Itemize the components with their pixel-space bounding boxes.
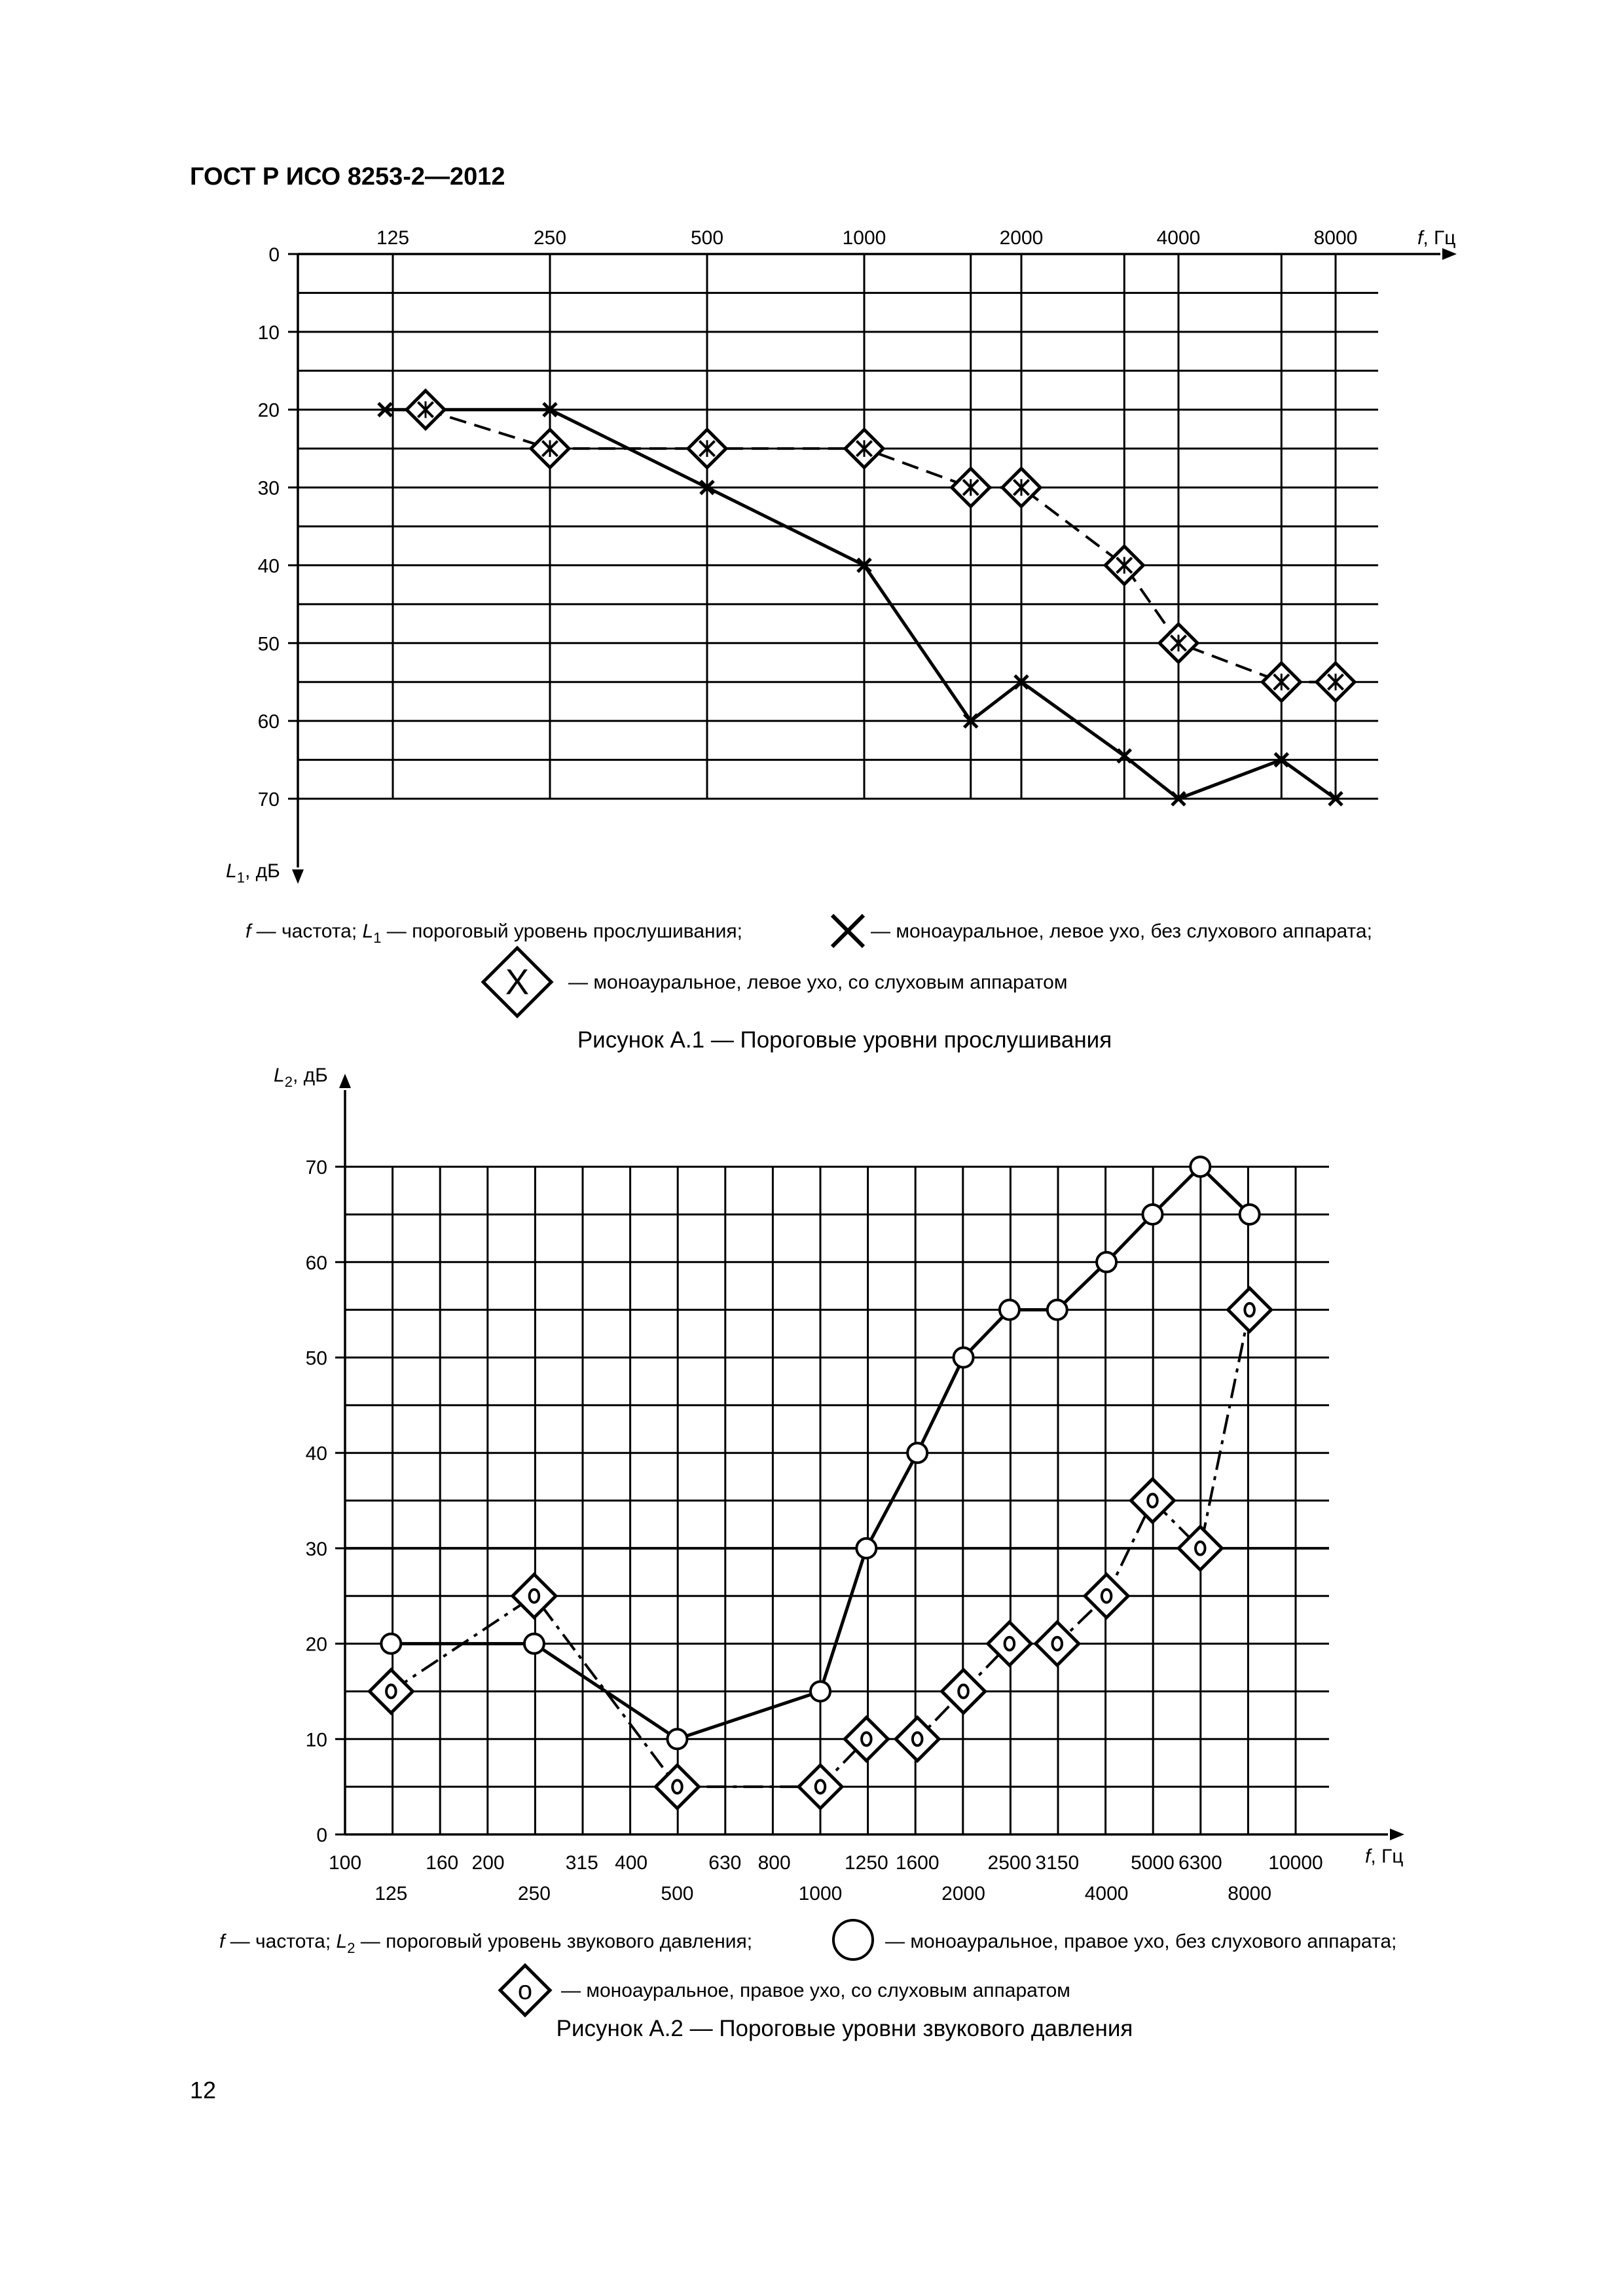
y-tick-label: 40 [257,555,280,577]
figure-a2-caption: Рисунок А.2 — Пороговые уровни звукового давления [556,2016,1133,2041]
point-with-aid [513,1575,556,1618]
point-without-aid [811,1681,830,1701]
point-without-aid [381,1634,401,1654]
x-tick-label-third-octave: 5000 [1131,1852,1175,1874]
legend-desc-f: — частота; [225,1931,337,1952]
point-with-aid [369,1669,412,1713]
marker-diamond-frame [1228,1288,1271,1332]
y-tick-label: 70 [257,789,280,811]
x-tick-label-octave: 500 [661,1883,694,1904]
point-with-aid [688,429,726,467]
x-tick-label: 250 [533,227,567,249]
point-without-aid [667,1729,687,1749]
x-tick-label-third-octave: 1600 [895,1852,939,1874]
point-without-aid [1240,1205,1260,1224]
legend-var-l: L [336,1931,348,1952]
y-tick-label: 20 [257,399,280,422]
point-without-aid [954,1348,974,1368]
point-without-aid [856,1539,876,1558]
y-axis-arrow [339,1074,351,1088]
y-axis-label-var: L [274,1065,285,1086]
x-tick-label: 125 [376,227,410,249]
x-tick-label: 1000 [842,227,886,249]
y-tick-label: 50 [257,633,280,655]
x-tick-label: 4000 [1156,227,1201,249]
marker-diamond-frame [513,1575,556,1618]
x-tick-label-octave: 8000 [1228,1883,1272,1904]
x-axis-arrow [1390,1829,1404,1840]
x-tick-label: 2000 [999,227,1044,249]
legend-desc-l: — пороговый уровень прослушивания; [381,920,742,942]
legend-var-l: L [362,920,374,942]
legend-line-1 [246,920,742,946]
x-tick-label-third-octave: 800 [757,1852,791,1874]
y-axis-label-unit: , дБ [244,860,280,882]
x-tick-label: 500 [690,227,724,249]
y-axis-label-sub: 1 [236,869,245,886]
marker-diamond-frame [369,1669,412,1713]
x-tick-label-third-octave: 315 [565,1852,598,1874]
point-without-aid [1000,1300,1019,1320]
legend-desc-f: — частота; [251,920,363,942]
figure-a2-chart [274,1065,1404,1904]
x-tick-label-octave: 2000 [941,1883,985,1904]
x-tick-label-third-octave: 160 [426,1852,459,1874]
figure-a1-legend [246,915,1372,1016]
y-tick-label: 0 [316,1825,327,1846]
point-with-aid [1002,469,1040,507]
point-without-aid [907,1443,927,1463]
y-tick-label: 50 [305,1347,327,1370]
figure-a1-caption: Рисунок А.1 — Пороговые уровни прослушивания [577,1027,1112,1053]
figure-a2-legend [219,1920,1396,2015]
legend-line-1 [219,1931,752,1956]
legend-desc-l: — пороговый уровень звукового давления; [355,1931,753,1952]
point-without-aid [524,1634,544,1654]
y-tick-label: 20 [305,1633,327,1656]
point-with-aid [407,391,445,429]
legend-label-without-aid: — моноауральное, левое ухо, без слухового аппарата; [871,920,1372,942]
point-without-aid [1097,1252,1116,1272]
y-tick-label: 70 [305,1157,327,1179]
legend-label-with-aid: — моноауральное, правое ухо, со слуховым аппаратом [561,1980,1070,2001]
figure-a1-chart [226,227,1457,886]
x-tick-label-third-octave: 10000 [1268,1852,1323,1874]
point-without-aid [1142,1205,1162,1224]
x-tick-label-octave: 1000 [798,1883,843,1904]
x-tick-label-third-octave: 3150 [1035,1852,1080,1874]
marker-inner-letter: o [517,1976,533,2005]
x-tick-label-third-octave: 1250 [844,1852,888,1874]
point-with-aid [531,429,569,467]
point-with-aid [1262,663,1300,701]
point-without-aid [1190,1157,1210,1176]
x-axis-label [1417,227,1455,249]
y-tick-label: 40 [305,1443,327,1465]
x-axis-label [1365,1846,1403,1867]
x-tick-label-third-octave: 100 [328,1852,362,1874]
point-with-aid [952,469,990,507]
x-tick-label: 8000 [1313,227,1358,249]
point-with-aid [799,1765,842,1808]
x-tick-label-third-octave: 2500 [987,1852,1032,1874]
y-tick-label: 30 [305,1538,327,1560]
x-axis-label-unit: , Гц [1423,227,1456,249]
marker-diamond-frame [799,1765,842,1808]
y-axis-label [226,860,280,886]
point-with-aid [1228,1288,1271,1332]
document-header: ГОСТ Р ИСО 8253-2—2012 [190,163,505,191]
point-with-aid [1131,1479,1174,1522]
legend-var-f: f [246,920,251,942]
x-axis-label-var: f [1365,1846,1371,1867]
x-tick-label-third-octave: 200 [471,1852,505,1874]
legend-symbol-diamond-x [483,948,551,1016]
marker-diamond-frame [1131,1479,1174,1522]
point-with-aid [655,1765,699,1808]
point-with-aid [896,1717,939,1760]
x-tick-label-octave: 4000 [1084,1883,1129,1904]
x-axis-arrow [1442,248,1457,260]
legend-label-without-aid: — моноауральное, правое ухо, без слухового аппарата; [885,1931,1397,1952]
y-axis-arrow [292,869,304,884]
point-with-aid [845,429,883,467]
point-with-aid [1105,546,1143,584]
y-tick-label: 10 [305,1729,327,1751]
y-tick-label: 30 [257,477,280,500]
legend-label-with-aid: — моноауральное, левое ухо, со слуховым аппаратом [568,972,1068,993]
marker-diamond-frame [896,1717,939,1760]
point-with-aid [1317,663,1355,701]
marker-inner-letter: X [505,962,530,1002]
x-tick-label-octave: 250 [517,1883,551,1904]
y-axis-label-sub: 2 [284,1074,293,1090]
x-axis-label-var: f [1417,227,1423,249]
y-tick-label: 0 [268,244,280,266]
y-tick-label: 60 [305,1252,327,1274]
y-axis-label [274,1065,328,1090]
legend-symbol-x [832,915,864,947]
x-axis-label-unit: , Гц [1370,1846,1404,1867]
x-tick-label-third-octave: 400 [615,1852,648,1874]
marker-diamond-frame [655,1765,699,1808]
legend-symbol-diamond-o [500,1965,550,2015]
legend-var-l-sub: 2 [347,1940,356,1956]
point-with-aid [1159,624,1197,662]
y-axis-label-var: L [226,860,237,882]
page-number: 12 [190,2077,217,2104]
y-tick-label: 60 [257,711,280,733]
y-tick-label: 10 [257,321,280,344]
point-without-aid [1048,1300,1067,1320]
x-tick-label-octave: 125 [374,1883,408,1904]
legend-var-l-sub: 1 [373,930,382,946]
y-axis-label-unit: , дБ [292,1065,328,1086]
x-tick-label-third-octave: 630 [708,1852,742,1874]
legend-var-f: f [219,1931,225,1952]
x-tick-label-third-octave: 6300 [1178,1852,1222,1874]
legend-symbol-circle [833,1920,873,1959]
